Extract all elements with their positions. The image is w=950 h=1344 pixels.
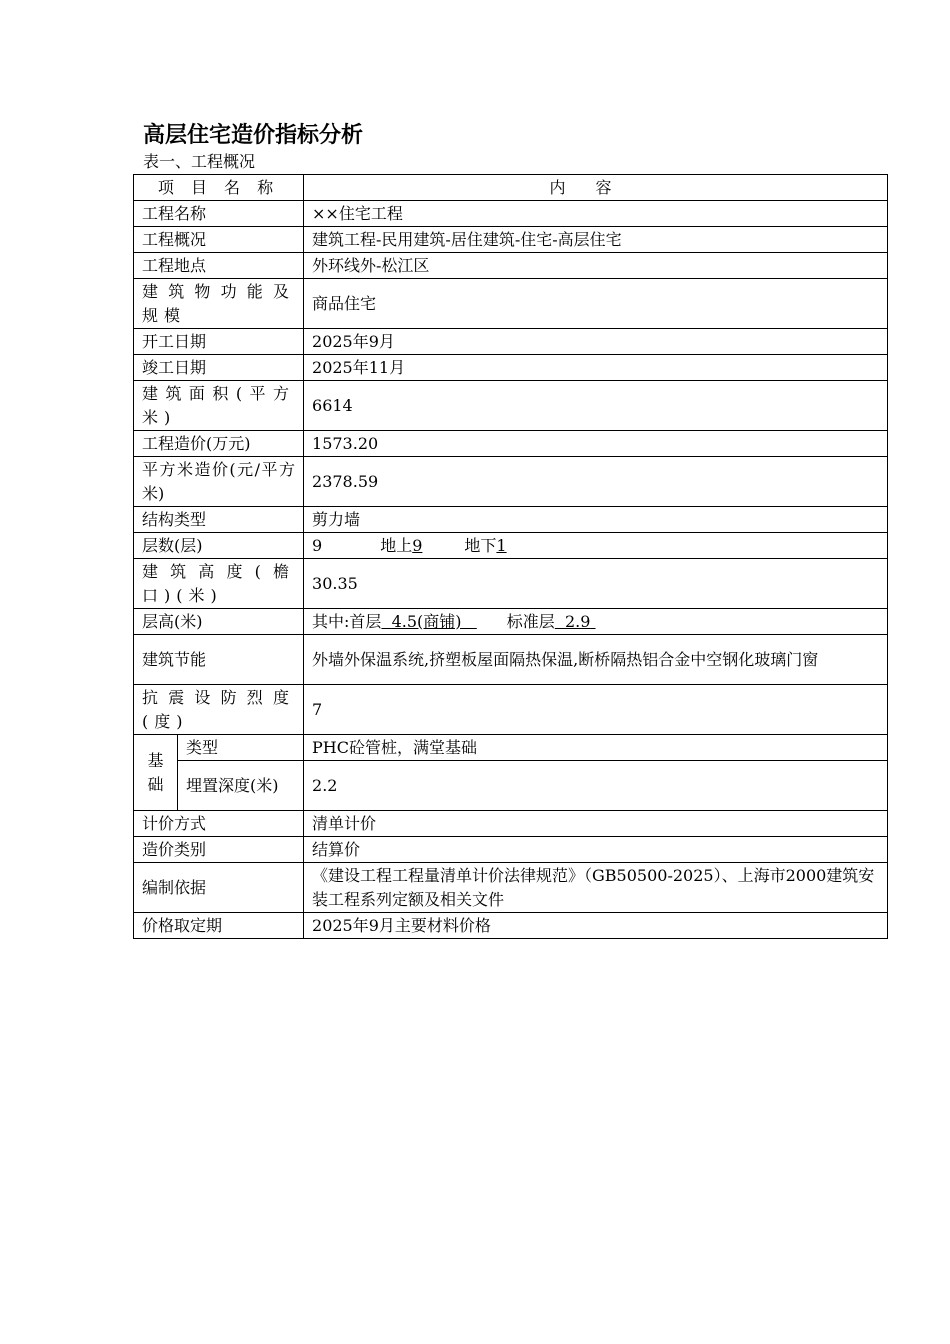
row-value: 《建设工程工程量清单计价法律规范》（GB50500-2025）、上海市2000建筑安装工程系列定额及相关文件 <box>304 863 888 913</box>
table-row <box>134 457 888 507</box>
table-row <box>134 201 888 227</box>
row-value: PHC砼管桩，满堂基础 <box>304 735 888 761</box>
table-row <box>134 559 888 609</box>
table-row <box>134 913 888 939</box>
row-value: 建筑工程-民用建筑-居住建筑-住宅-高层住宅 <box>304 227 888 253</box>
floors-above-label: 地上 <box>380 535 413 555</box>
row-label: 层数(层) <box>134 533 304 559</box>
floors-below-value: 1 <box>496 535 507 555</box>
table-row <box>134 837 888 863</box>
table-row <box>134 329 888 355</box>
row-value: 外环线外-松江区 <box>304 253 888 279</box>
row-label: 开工日期 <box>134 329 304 355</box>
floors-row <box>134 533 888 559</box>
storey-prefix: 其中:首层 <box>312 611 382 631</box>
row-label: 结构类型 <box>134 507 304 533</box>
table-row <box>134 635 888 685</box>
table-row <box>134 355 888 381</box>
row-label: 工程名称 <box>134 201 304 227</box>
row-value: 剪力墙 <box>304 507 888 533</box>
floors-below-label: 地下 <box>464 535 497 555</box>
floors-total: 9 <box>312 535 323 555</box>
row-value: 2378.59 <box>304 457 888 507</box>
storey-standard-label: 标准层 <box>506 611 555 631</box>
storey-height-value <box>304 609 888 635</box>
row-value: 30.35 <box>304 559 888 609</box>
row-label: 工程造价(万元) <box>134 431 304 457</box>
table-row <box>134 227 888 253</box>
row-value: ××住宅工程 <box>304 201 888 227</box>
row-value: 商品住宅 <box>304 279 888 329</box>
row-label: 竣工日期 <box>134 355 304 381</box>
table-header-row <box>134 175 888 201</box>
row-label: 类型 <box>178 735 304 761</box>
row-label: 建筑高度(檐口)(米) <box>134 559 304 609</box>
row-label: 造价类别 <box>134 837 304 863</box>
row-value: 2025年9月主要材料价格 <box>304 913 888 939</box>
row-label: 价格取定期 <box>134 913 304 939</box>
row-value: 2025年9月 <box>304 329 888 355</box>
storey-standard-value: 2.9 <box>564 611 591 631</box>
row-label: 建筑物功能及规模 <box>134 279 304 329</box>
row-label: 建筑面积(平方米) <box>134 381 304 431</box>
row-value: 外墙外保温系统,挤塑板屋面隔热保温,断桥隔热铝合金中空钢化玻璃门窗 <box>304 635 888 685</box>
row-label: 建筑节能 <box>134 635 304 685</box>
row-value: 2.2 <box>304 761 888 811</box>
table-row <box>134 279 888 329</box>
table-row <box>134 863 888 913</box>
row-value: 1573.20 <box>304 431 888 457</box>
row-label: 计价方式 <box>134 811 304 837</box>
floors-above-value: 9 <box>412 535 423 555</box>
foundation-depth-row <box>134 761 888 811</box>
project-overview-table <box>133 174 888 939</box>
table-row <box>134 685 888 735</box>
row-label: 工程地点 <box>134 253 304 279</box>
row-label: 埋置深度(米) <box>178 761 304 811</box>
header-content: 内容 <box>304 175 888 201</box>
table-row <box>134 431 888 457</box>
table-caption: 表一、工程概况 <box>143 152 256 171</box>
row-value: 结算价 <box>304 837 888 863</box>
floors-value <box>304 533 888 559</box>
header-item-name: 项 目 名 称 <box>134 175 304 201</box>
row-value: 清单计价 <box>304 811 888 837</box>
storey-first-floor: 4.5(商铺) <box>391 611 462 631</box>
row-value: 7 <box>304 685 888 735</box>
table-row <box>134 253 888 279</box>
table-row <box>134 811 888 837</box>
row-label: 编制依据 <box>134 863 304 913</box>
row-value: 6614 <box>304 381 888 431</box>
row-label: 抗震设防烈度(度) <box>134 685 304 735</box>
foundation-type-row <box>134 735 888 761</box>
table-row <box>134 381 888 431</box>
storey-height-row <box>134 609 888 635</box>
row-label: 层高(米) <box>134 609 304 635</box>
row-label: 工程概况 <box>134 227 304 253</box>
row-label: 平方米造价(元/平方米) <box>134 457 304 507</box>
document-title: 高层住宅造价指标分析 <box>143 123 364 148</box>
foundation-group-label: 基础 <box>134 735 178 811</box>
row-value: 2025年11月 <box>304 355 888 381</box>
table-row <box>134 507 888 533</box>
